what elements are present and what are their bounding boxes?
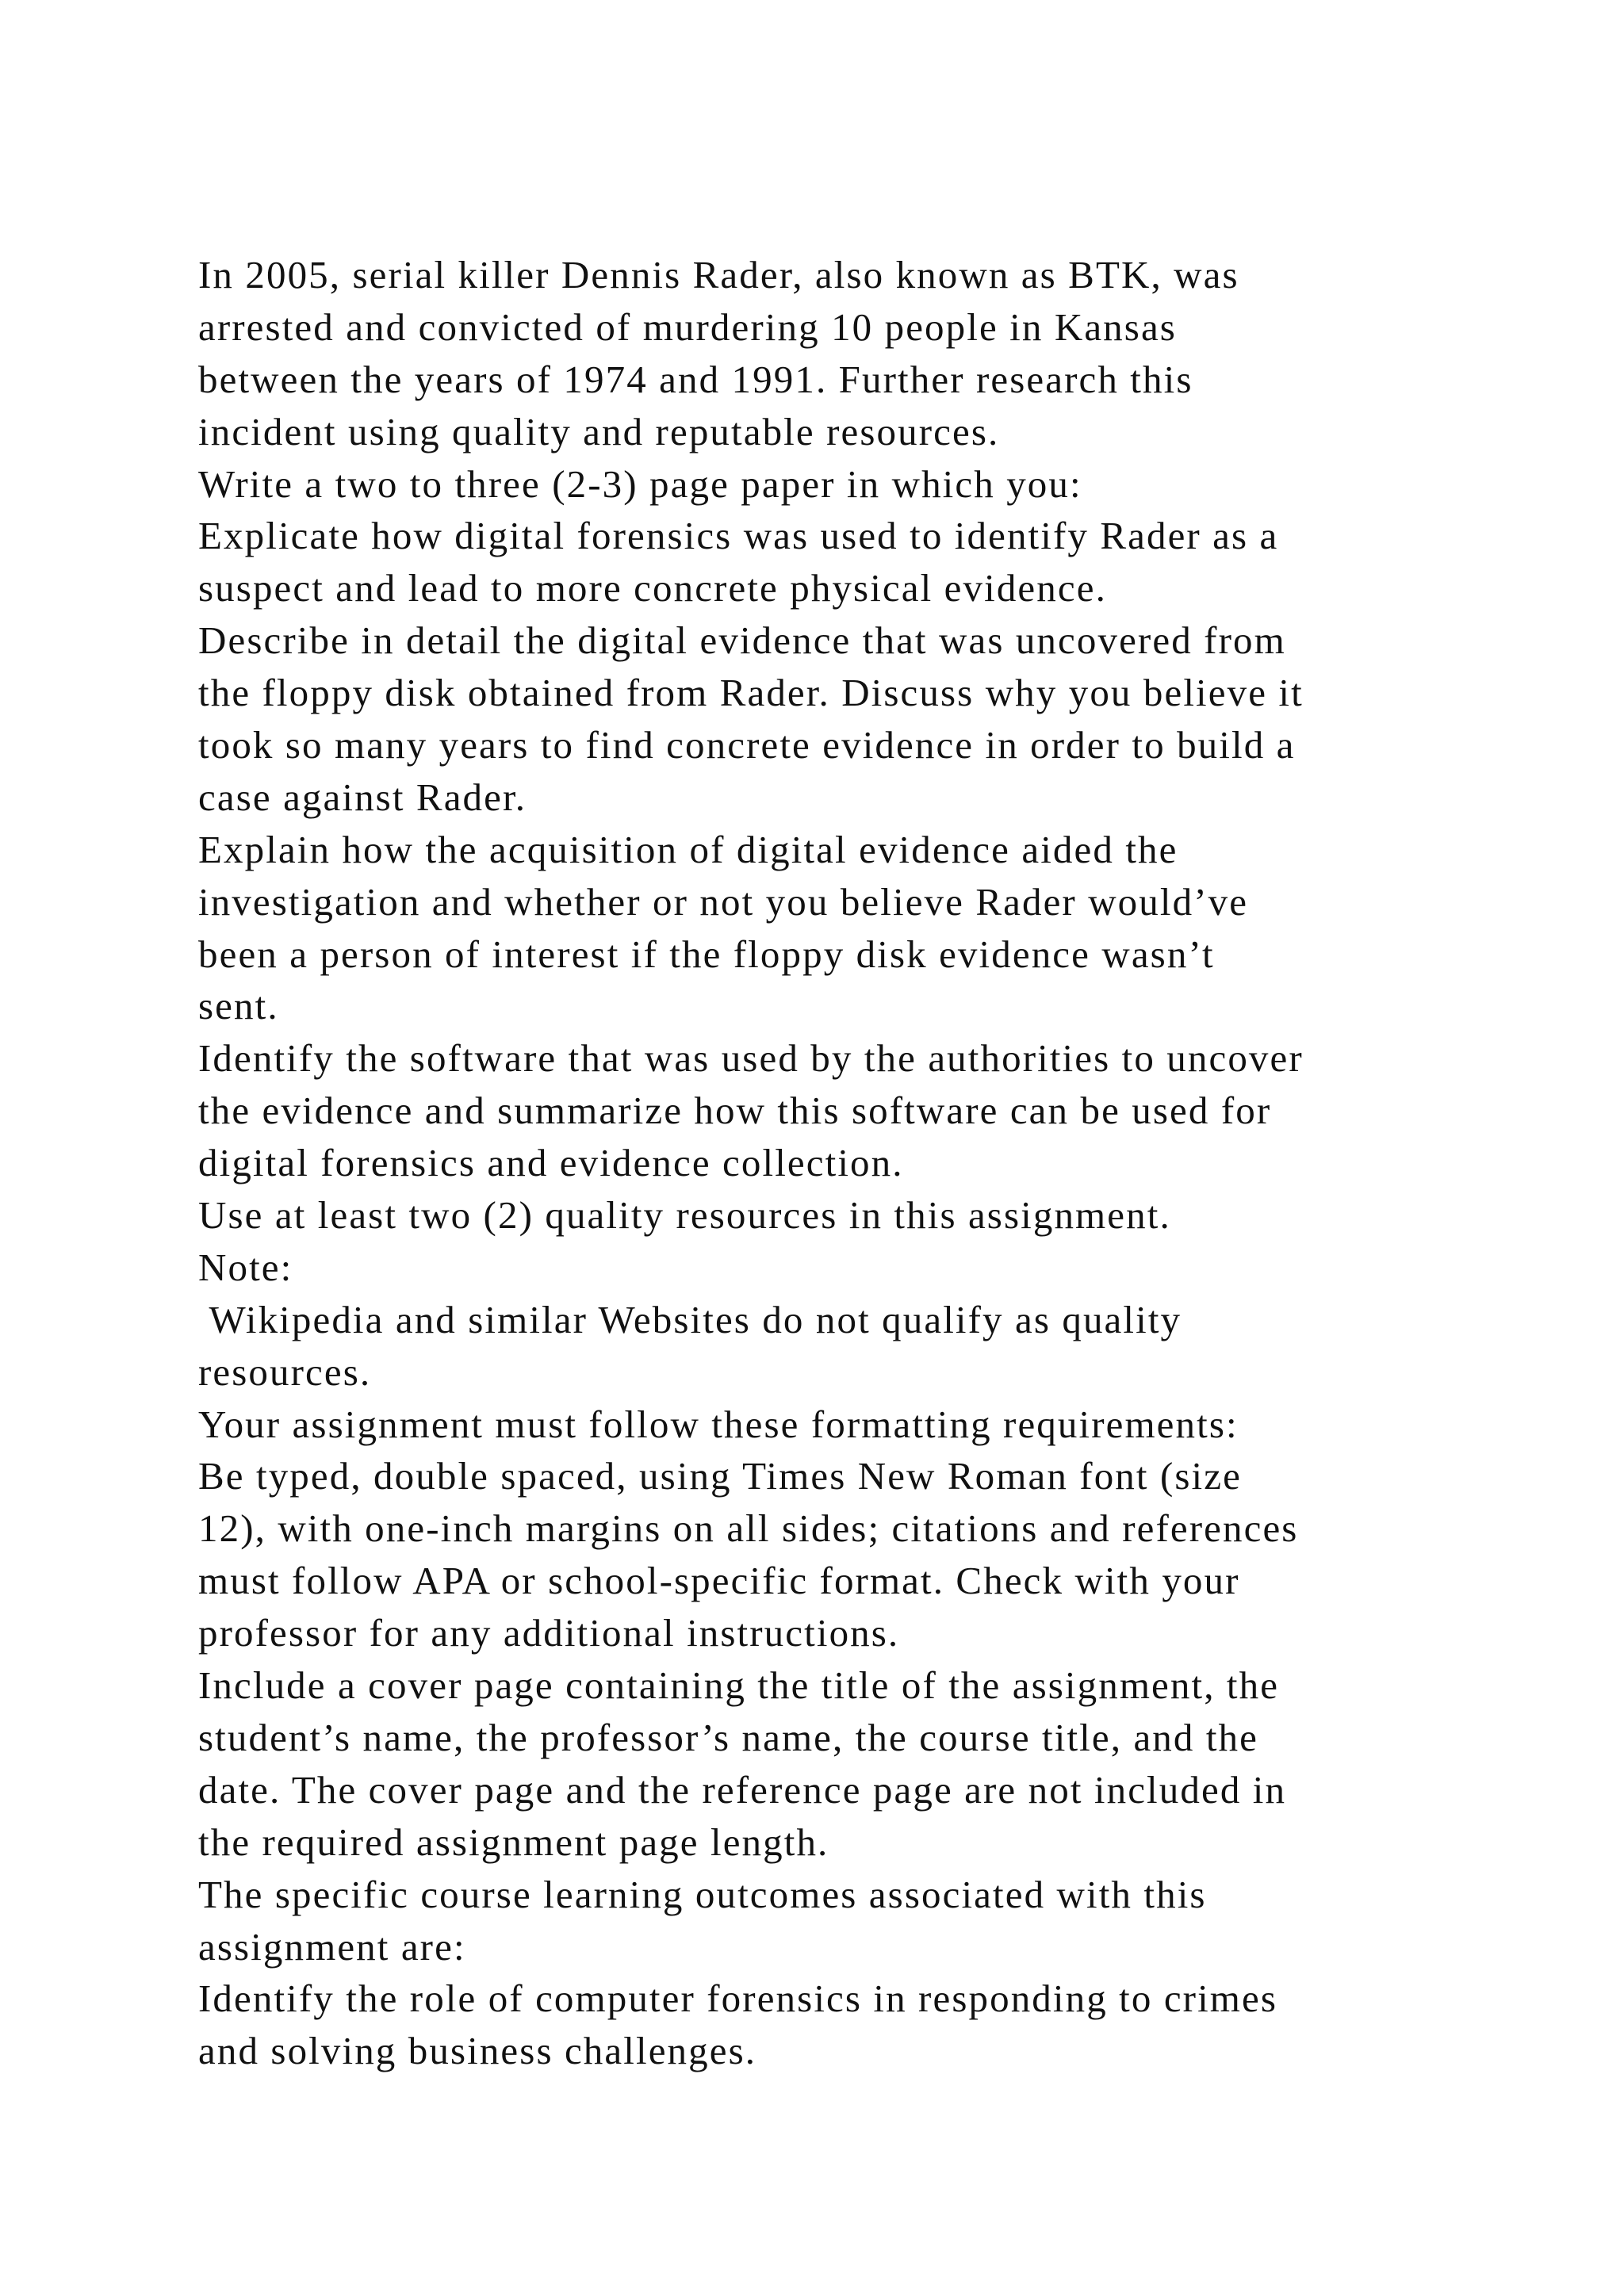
text-line: took so many years to find concrete evidence in order to build a bbox=[198, 723, 1296, 767]
text-line: Explicate how digital forensics was used to identify Rader as a bbox=[198, 514, 1279, 558]
text-line: and solving business challenges. bbox=[198, 2029, 757, 2073]
text-line: must follow APA or school-specific format. Check with your bbox=[198, 1559, 1240, 1603]
text-line: the required assignment page length. bbox=[198, 1820, 829, 1864]
text-line: assignment are: bbox=[198, 1924, 466, 1969]
text-line: professor for any additional instructions. bbox=[198, 1611, 900, 1655]
text-line: incident using quality and reputable resources. bbox=[198, 409, 1000, 453]
text-line: Write a two to three (2-3) page paper in which you: bbox=[198, 461, 1082, 506]
document-body bbox=[198, 249, 1546, 2077]
text-line: between the years of 1974 and 1991. Further research this bbox=[198, 357, 1193, 401]
text-line: Be typed, double spaced, using Times New Roman font (size bbox=[198, 1454, 1242, 1498]
text-line: Identify the software that was used by the authorities to uncover bbox=[198, 1036, 1304, 1081]
text-line: The specific course learning outcomes associated with this bbox=[198, 1872, 1207, 1916]
text-line: In 2005, serial killer Dennis Rader, also known as BTK, was bbox=[198, 253, 1239, 297]
text-line: Your assignment must follow these formatting requirements: bbox=[198, 1402, 1239, 1446]
text-line: resources. bbox=[198, 1349, 372, 1394]
text-line: 12), with one-inch margins on all sides; citations and references bbox=[198, 1506, 1299, 1551]
text-line: date. The cover page and the reference page are not included in bbox=[198, 1767, 1287, 1812]
text-line: Identify the role of computer forensics in responding to crimes bbox=[198, 1976, 1278, 2021]
text-line: the floppy disk obtained from Rader. Discuss why you believe it bbox=[198, 671, 1304, 715]
text-line: Explain how the acquisition of digital evidence aided the bbox=[198, 827, 1178, 871]
text-line: Include a cover page containing the title of the assignment, the bbox=[198, 1663, 1280, 1708]
text-line: Note: bbox=[198, 1245, 293, 1289]
text-line: Use at least two (2) quality resources in this assignment. bbox=[198, 1193, 1171, 1238]
text-line: student’s name, the professor’s name, the course title, and the bbox=[198, 1715, 1259, 1759]
text-line: arrested and convicted of murdering 10 people in Kansas bbox=[198, 304, 1177, 349]
text-line: case against Rader. bbox=[198, 775, 527, 819]
text-line: been a person of interest if the floppy disk evidence wasn’t bbox=[198, 932, 1215, 976]
text-line: Describe in detail the digital evidence that was uncovered from bbox=[198, 618, 1286, 663]
text-line: suspect and lead to more concrete physical evidence. bbox=[198, 566, 1107, 610]
text-line: Wikipedia and similar Websites do not qualify as quality bbox=[198, 1297, 1182, 1341]
text-line: investigation and whether or not you believe Rader would’ve bbox=[198, 879, 1249, 924]
text-line: sent. bbox=[198, 984, 279, 1028]
text-line: the evidence and summarize how this software can be used for bbox=[198, 1089, 1272, 1133]
text-line: digital forensics and evidence collection. bbox=[198, 1141, 904, 1185]
